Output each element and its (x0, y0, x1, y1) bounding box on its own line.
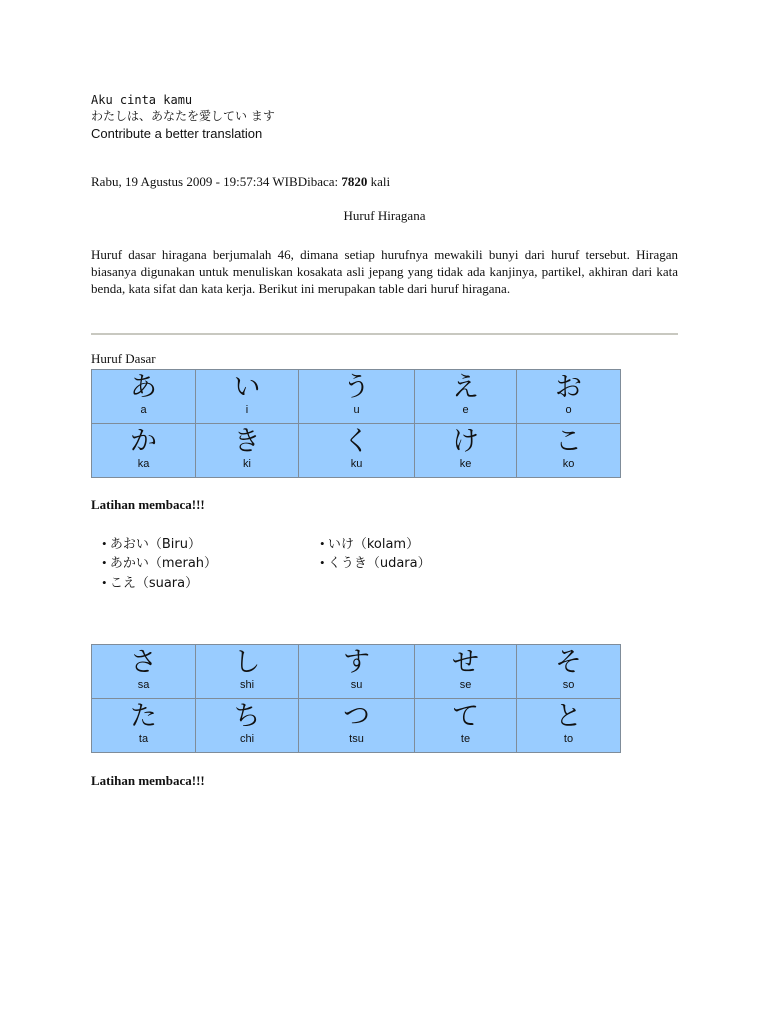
kana-cell (299, 424, 415, 478)
bullet: • (102, 536, 107, 551)
hiragana-table (91, 644, 621, 753)
article-date: Rabu, 19 Agustus 2009 - 19:57:34 WIB (91, 174, 298, 189)
table-row (92, 370, 621, 424)
practice-word: くうき (327, 556, 367, 571)
views-count: 7820 (341, 174, 368, 189)
kana-character: さ (130, 647, 157, 678)
hiragana-table (91, 369, 621, 478)
table-row (92, 645, 621, 699)
romaji-label: ki (243, 458, 251, 470)
practice-meaning: （merah） (148, 556, 218, 571)
kana-character: あ (130, 372, 157, 403)
kana-cell (196, 370, 299, 424)
kana-character: て (452, 701, 479, 732)
practice-item (102, 572, 198, 591)
article-heading: Huruf Hiragana (343, 208, 426, 223)
romaji-label: e (462, 404, 469, 416)
kana-cell (517, 699, 621, 753)
romaji-label: to (563, 733, 574, 745)
divider (91, 333, 678, 335)
practice-title: Latihan membaca!!! (91, 497, 205, 512)
romaji-label: ko (562, 458, 575, 470)
views-suffix: kali (367, 174, 391, 189)
bullet: • (320, 536, 325, 551)
table-row (92, 699, 621, 753)
article-meta (91, 174, 390, 190)
bullet: • (102, 555, 107, 570)
kana-cell (517, 424, 621, 478)
bullet: • (320, 555, 325, 570)
practice-title: Latihan membaca!!! (91, 773, 205, 788)
contribute-translation-link[interactable]: Contribute a better translation (91, 126, 263, 141)
views-label: Dibaca: (297, 174, 342, 189)
kana-cell (92, 424, 196, 478)
kana-cell (92, 370, 196, 424)
kana-character: お (555, 372, 582, 403)
kana-cell (196, 424, 299, 478)
romaji-label: a (140, 404, 147, 416)
kana-cell (415, 645, 517, 699)
practice-meaning: （kolam） (353, 537, 420, 552)
kana-character: せ (452, 647, 479, 678)
romaji-label: o (565, 404, 572, 416)
kana-character: つ (343, 701, 370, 732)
practice-item (320, 533, 419, 552)
kana-character: そ (555, 647, 582, 678)
practice-word: あおい (109, 537, 149, 552)
romaji-label: ka (137, 458, 150, 470)
romaji-label: sa (137, 679, 150, 691)
practice-word: あかい (109, 556, 149, 571)
kana-character: た (130, 701, 157, 732)
kana-character: く (343, 426, 370, 457)
kana-cell (92, 699, 196, 753)
bullet: • (102, 575, 107, 590)
romaji-label: chi (239, 733, 255, 745)
kana-cell (415, 699, 517, 753)
kana-cell (196, 645, 299, 699)
section-label: Huruf Dasar (91, 351, 156, 366)
kana-character: け (452, 426, 479, 457)
intro-paragraph: Huruf dasar hiragana berjumalah 46, dimana setiap hurufnya mewakili bunyi dari huruf tersebut. Hiragan biasanya digunakan untuk menuliskan kosakata asli jepang yang tidak ada kanjinya, partikel, akhiran dari kata benda, kata sifat dan kata kerja. Berikut ini merupakan table dari huruf hiragana. (91, 247, 678, 296)
romaji-label: se (459, 679, 472, 691)
practice-item (102, 552, 217, 571)
kana-cell (299, 645, 415, 699)
practice-item (102, 533, 201, 552)
romaji-label: te (460, 733, 471, 745)
kana-cell (415, 370, 517, 424)
kana-character: こ (555, 426, 582, 457)
romaji-label: su (350, 679, 363, 691)
kana-cell (517, 645, 621, 699)
kana-character: と (555, 701, 582, 732)
practice-meaning: （udara） (366, 556, 431, 571)
translated-phrase: わたしは、あなたを愛してい ます (91, 109, 275, 123)
practice-item (320, 552, 431, 571)
romaji-label: ke (459, 458, 472, 470)
practice-meaning: （Biru） (148, 537, 201, 552)
kana-cell (517, 370, 621, 424)
kana-cell (196, 699, 299, 753)
romaji-label: ku (350, 458, 363, 470)
romaji-label: shi (239, 679, 255, 691)
source-phrase: Aku cinta kamu (91, 93, 193, 107)
kana-character: ち (233, 701, 261, 732)
kana-character: え (452, 372, 479, 403)
romaji-label: ta (138, 733, 149, 745)
kana-character: し (233, 647, 261, 678)
practice-meaning: （suara） (135, 576, 199, 591)
romaji-label: so (562, 679, 575, 691)
kana-cell (92, 645, 196, 699)
romaji-label: i (245, 404, 249, 416)
table-row (92, 424, 621, 478)
kana-cell (415, 424, 517, 478)
practice-word: いけ (327, 537, 354, 552)
romaji-label: u (353, 404, 360, 416)
kana-cell (299, 370, 415, 424)
kana-cell (299, 699, 415, 753)
kana-character: か (130, 426, 157, 457)
practice-word: こえ (109, 576, 136, 591)
kana-character: す (343, 647, 370, 678)
romaji-label: tsu (349, 733, 364, 745)
kana-character: き (233, 426, 261, 457)
kana-character: い (233, 372, 261, 403)
kana-character: う (343, 372, 370, 403)
